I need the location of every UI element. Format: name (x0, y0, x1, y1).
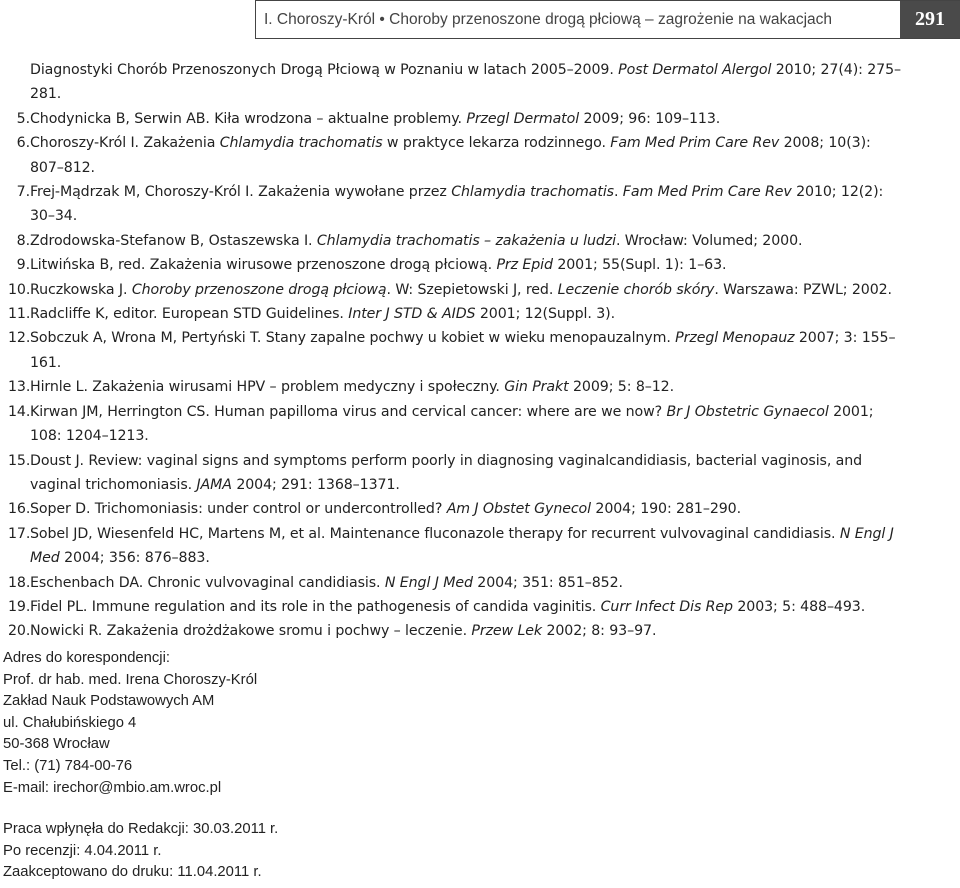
date-line: Zaakceptowano do druku: 11.04.2011 r. (3, 864, 262, 881)
correspondence-line: Adres do korespondencji: (3, 650, 170, 666)
reference-text: Sobczuk A, Wrona M, Pertyński T. Stany zapalne pochwy u kobiet w wieku menopauzalnym. Przegl Menopauz 2007; 3: 155–161. (30, 330, 896, 371)
reference-item (8, 107, 908, 131)
reference-text: Fidel PL. Immune regulation and its role in the pathogenesis of candida vaginitis. Curr Infect Dis Rep 2003; 5: 488–493. (30, 598, 866, 615)
correspondence-line: Prof. dr hab. med. Irena Choroszy-Król (3, 671, 258, 688)
date-line: Po recenzji: 4.04.2011 r. (3, 842, 162, 859)
reference-number: 18. (8, 574, 31, 591)
reference-item (8, 449, 908, 498)
reference-text: Eschenbach DA. Chronic vulvovaginal candidiasis. N Engl J Med 2004; 351: 851–852. (30, 574, 623, 591)
reference-number: 5. (16, 110, 30, 127)
reference-number: 20. (8, 623, 31, 640)
reference-item (8, 619, 908, 643)
submission-dates (3, 819, 603, 884)
reference-number: 8. (16, 232, 30, 249)
reference-number: 13. (8, 379, 31, 396)
reference-item (8, 375, 908, 399)
correspondence-line[interactable]: E-mail: irechor@mbio.am.wroc.pl (3, 779, 222, 796)
reference-text: Choroszy-Król I. Zakażenia Chlamydia trachomatis w praktyce lekarza rodzinnego. Fam Med Prim Care Rev 2008; 10(3): 807–812. (30, 135, 871, 176)
page-number: 291 (900, 1, 960, 38)
reference-text: Ruczkowska J. Choroby przenoszone drogą płciową. W: Szepietowski J, red. Leczenie chorób skóry. Warszawa: PZWL; 2002. (30, 281, 892, 298)
correspondence-line: 50-368 Wrocław (3, 736, 110, 753)
reference-number (8, 58, 30, 107)
reference-item (8, 571, 908, 595)
reference-text: Frej-Mądrzak M, Choroszy-Król I. Zakażenia wywołane przez Chlamydia trachomatis. Fam Med Prim Care Rev 2010; 12(2): 30–34. (30, 184, 884, 225)
reference-text: Litwińska B, red. Zakażenia wirusowe przenoszone drogą płciową. Prz Epid 2001; 55(Supl. 1): 1–63. (30, 257, 727, 274)
reference-number: 10. (8, 281, 31, 298)
reference-item (8, 180, 908, 229)
reference-text: Chodynicka B, Serwin AB. Kiła wrodzona – aktualne problemy. Przegl Dermatol 2009; 96: 109–113. (30, 110, 721, 127)
correspondence-line: ul. Chałubińskiego 4 (3, 714, 137, 731)
reference-item (8, 278, 908, 302)
reference-number: 6. (16, 135, 30, 152)
correspondence-line: Zakład Nauk Podstawowych AM (3, 693, 215, 710)
reference-item (8, 229, 908, 253)
reference-item (8, 400, 908, 449)
running-header-title: I. Choroszy-Król • Choroby przenoszone drogą płciową – zagrożenie na wakacjach (264, 10, 833, 28)
correspondence-line: Tel.: (71) 784-00-76 (3, 757, 133, 774)
reference-number: 11. (8, 306, 31, 323)
reference-item (8, 58, 908, 107)
reference-text: Radcliffe K, editor. European STD Guidelines. Inter J STD & AIDS 2001; 12(Suppl. 3). (30, 306, 615, 323)
reference-number: 17. (8, 525, 31, 542)
reference-item (8, 253, 908, 277)
reference-text: Hirnle L. Zakażenia wirusami HPV – problem medyczny i społeczny. Gin Prakt 2009; 5: 8–12. (30, 379, 674, 396)
reference-item (8, 522, 908, 571)
reference-text: Kirwan JM, Herrington CS. Human papilloma virus and cervical cancer: where are we now? Br J Obstetric Gynaecol 2001; 108: 1204–1213. (30, 403, 874, 445)
reference-number: 12. (8, 330, 31, 347)
reference-text: Diagnostyki Chorób Przenoszonych Drogą Płciową w Poznaniu w latach 2005–2009. Post Dermatol Alergol 2010; 27(4): 275–281. (30, 62, 902, 103)
reference-list (8, 58, 908, 644)
reference-text: Nowicki R. Zakażenia drożdżakowe sromu i pochwy – leczenie. Przew Lek 2002; 8: 93–97. (30, 623, 657, 640)
reference-text: Doust J. Review: vaginal signs and symptoms perform poorly in diagnosing vaginalcandidiasis, bacterial vaginosis, and vaginal trichomoniasis. JAMA 2004; 291: 1368–1371. (30, 452, 863, 493)
running-header (255, 0, 960, 39)
reference-number: 9. (16, 257, 30, 274)
reference-number: 16. (8, 501, 31, 518)
reference-text: Soper D. Trichomoniasis: under control or undercontrolled? Am J Obstet Gynecol 2004; 190: 281–290. (30, 501, 742, 518)
correspondence-address (3, 648, 603, 799)
reference-item (8, 131, 908, 180)
reference-text: Sobel JD, Wiesenfeld HC, Martens M, et al. Maintenance fluconazole therapy for recurrent vulvovaginal candidiasis. N Engl J Med 2004; 356: 876–883. (30, 525, 894, 567)
date-line: Praca wpłynęła do Redakcji: 30.03.2011 r. (3, 821, 279, 837)
reference-number: 15. (8, 452, 31, 469)
reference-number: 19. (8, 598, 31, 615)
reference-item (8, 497, 908, 521)
reference-item (8, 302, 908, 326)
reference-number: 14. (8, 403, 31, 420)
reference-item (8, 595, 908, 619)
reference-text: Zdrodowska-Stefanow B, Ostaszewska I. Chlamydia trachomatis – zakażenia u ludzi. Wrocław: Volumed; 2000. (30, 232, 803, 249)
reference-number: 7. (16, 184, 30, 201)
reference-item (8, 326, 908, 375)
